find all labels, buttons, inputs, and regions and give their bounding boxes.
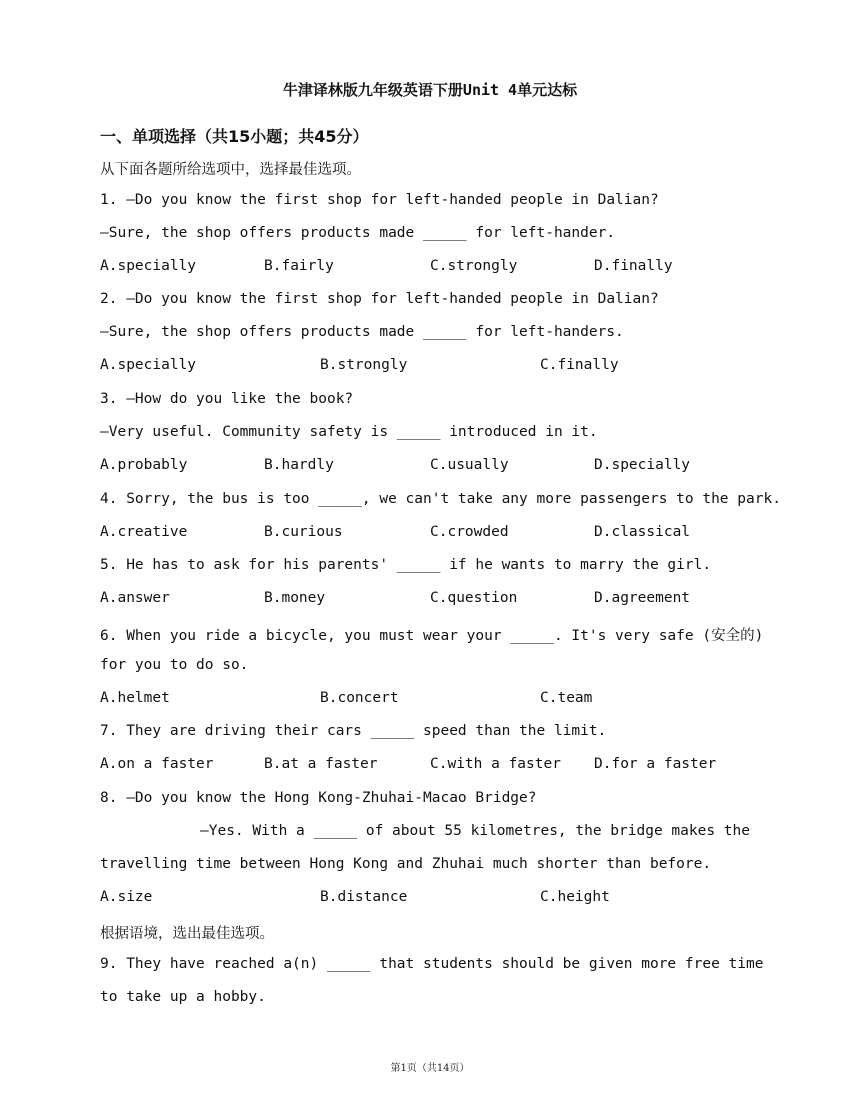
question-8-line-3: travelling time between Hong Kong and Zhuhai much shorter than before. — [100, 856, 712, 872]
section-instruction: 从下面各题所给选项中，选择最佳选项。 — [100, 162, 361, 178]
question-3-options — [100, 457, 800, 477]
option-b: B.distance — [320, 889, 408, 905]
question-1-options — [100, 258, 800, 278]
option-a: A.probably — [100, 457, 188, 473]
question-4-stem: 4. Sorry, the bus is too _____, we can't take any more passengers to the park. — [100, 491, 781, 507]
question-8-options — [100, 889, 800, 909]
option-c: C.strongly — [430, 258, 518, 274]
question-3-stem: 3. —How do you like the book? — [100, 391, 354, 407]
option-d: D.finally — [594, 258, 673, 274]
option-d: D.for a faster — [594, 756, 717, 772]
option-d: D.specially — [594, 457, 691, 473]
option-c: C.usually — [430, 457, 509, 473]
question-2-line-2: —Sure, the shop offers products made _____ for left-handers. — [100, 324, 624, 340]
page-footer: 第1页（共14页） — [390, 1063, 470, 1074]
question-9-line-2: to take up a hobby. — [100, 989, 266, 1005]
option-b: B.curious — [264, 524, 343, 540]
option-b: B.money — [264, 590, 326, 606]
option-d: D.agreement — [594, 590, 691, 606]
question-2-options — [100, 357, 800, 377]
option-a: A.creative — [100, 524, 188, 540]
section-heading: 一、单项选择（共15小题；共45分） — [100, 127, 369, 146]
option-a: A.on a faster — [100, 756, 214, 772]
question-1-stem: 1. —Do you know the first shop for left-handed people in Dalian? — [100, 192, 659, 208]
option-c: C.height — [540, 889, 610, 905]
option-b: B.hardly — [264, 457, 334, 473]
option-a: A.helmet — [100, 690, 170, 706]
option-b: B.concert — [320, 690, 399, 706]
question-4-options — [100, 524, 800, 544]
question-8-line-2: —Yes. With a _____ of about 55 kilometres, the bridge makes the — [200, 823, 750, 839]
question-2-stem: 2. —Do you know the first shop for left-handed people in Dalian? — [100, 291, 659, 307]
option-c: C.question — [430, 590, 518, 606]
question-6-line-2: for you to do so. — [100, 657, 249, 673]
question-6-options — [100, 690, 800, 710]
document-title: 牛津译林版九年级英语下册Unit 4单元达标 — [282, 81, 578, 99]
question-5-stem: 5. He has to ask for his parents' _____ if he wants to marry the girl. — [100, 557, 712, 573]
question-9-stem: 9. They have reached a(n) _____ that students should be given more free time — [100, 956, 764, 972]
option-a: A.answer — [100, 590, 170, 606]
option-b: B.fairly — [264, 258, 334, 274]
question-3-line-2: —Very useful. Community safety is _____ introduced in it. — [100, 424, 598, 440]
option-d: D.classical — [594, 524, 691, 540]
question-7-stem: 7. They are driving their cars _____ speed than the limit. — [100, 723, 607, 739]
option-c: C.with a faster — [430, 756, 561, 772]
option-b: B.strongly — [320, 357, 408, 373]
option-a: A.specially — [100, 258, 197, 274]
option-c: C.finally — [540, 357, 619, 373]
option-b: B.at a faster — [264, 756, 378, 772]
option-a: A.specially — [100, 357, 197, 373]
question-1-line-2: —Sure, the shop offers products made _____ for left-hander. — [100, 225, 616, 241]
question-7-options — [100, 756, 800, 776]
question-5-options — [100, 590, 800, 610]
question-8-stem: 8. —Do you know the Hong Kong-Zhuhai-Macao Bridge? — [100, 790, 537, 806]
option-c: C.team — [540, 690, 593, 706]
option-a: A.size — [100, 889, 153, 905]
section-instruction-2: 根据语境，选出最佳选项。 — [100, 926, 274, 942]
question-6-stem: 6. When you ride a bicycle, you must wear your _____. It's very safe (安全的) — [100, 628, 764, 644]
option-c: C.crowded — [430, 524, 509, 540]
